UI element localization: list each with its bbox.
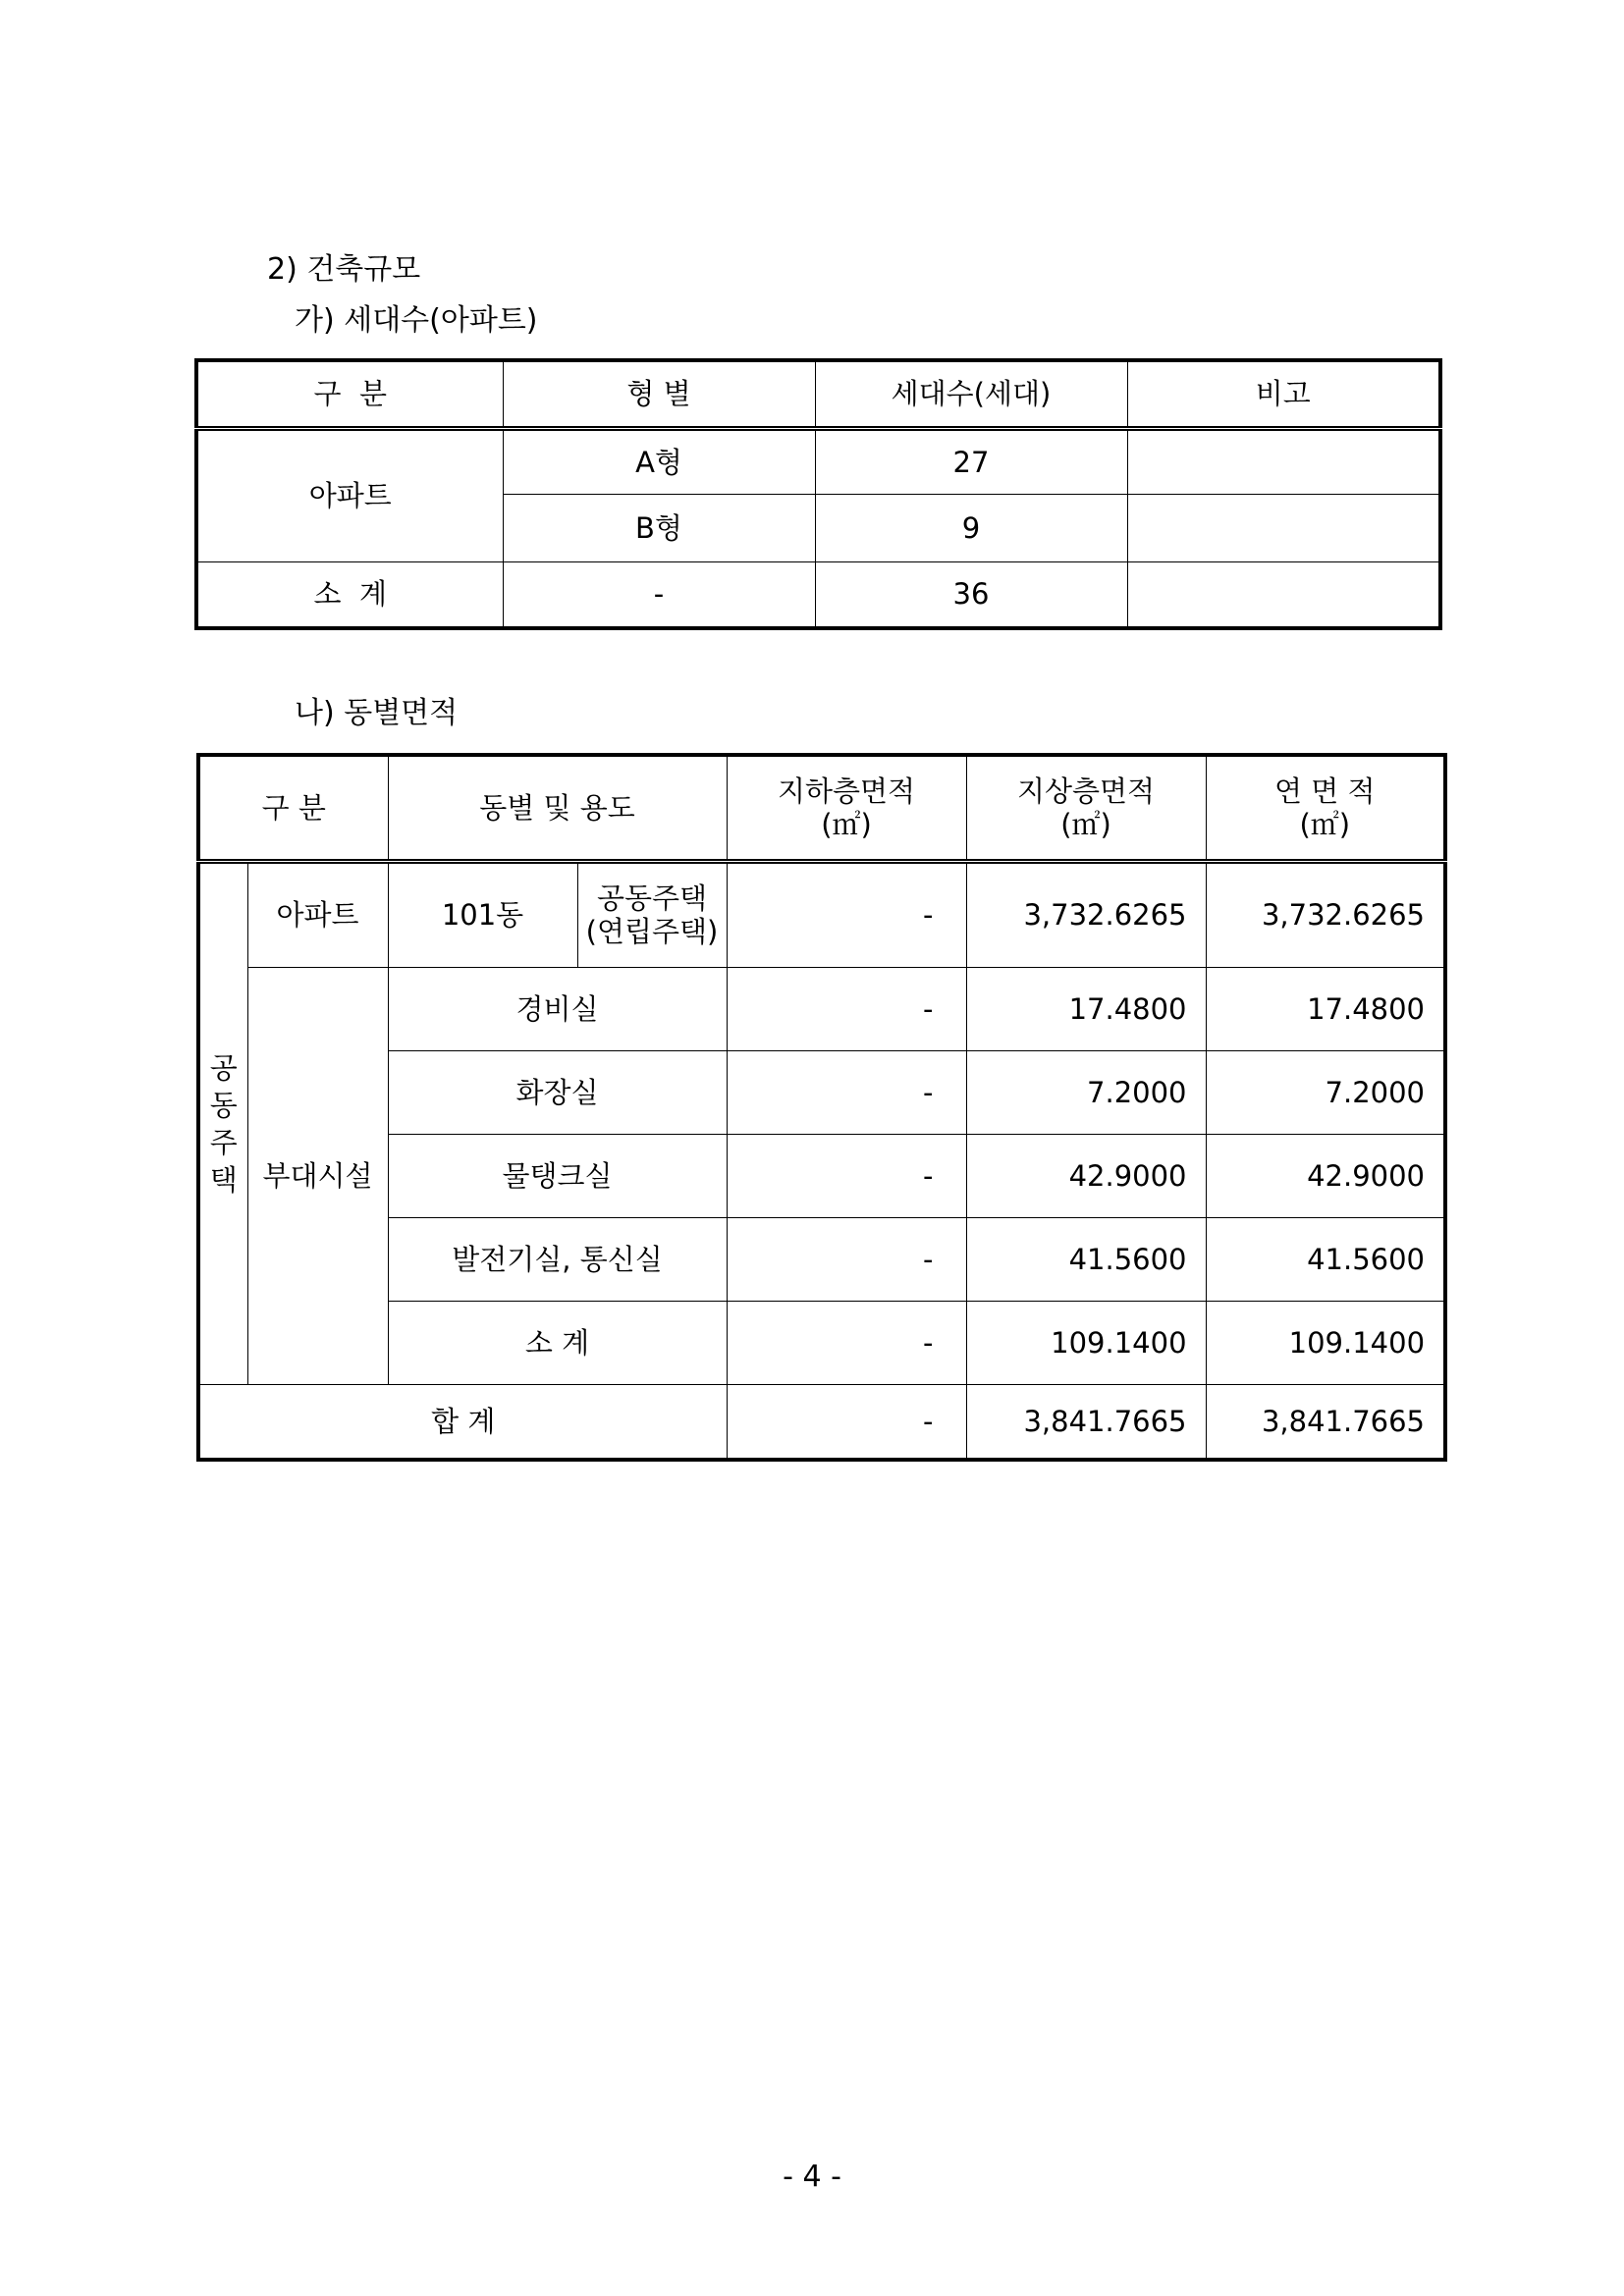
type-cell: A형 [503,428,815,494]
page-number: - 4 - [783,2160,841,2194]
building-area-table [196,753,1447,1462]
total-area-cell: 17.4800 [1206,967,1445,1050]
header-type: 형 별 [503,360,815,428]
header-note: 비고 [1127,360,1440,428]
subsection-b-title: 나) 동별면적 [295,696,459,730]
total-area-cell: 109.1400 [1206,1301,1445,1384]
apartment-use: 공동주택 (연립주택) [577,861,727,967]
facility-row [198,967,1445,1050]
ground-area-cell: 3,841.7665 [966,1384,1206,1460]
header-ground-area-label: 지상층면적 [1016,774,1156,808]
grand-total-label: 합 계 [198,1384,727,1460]
table-header-row [198,755,1445,861]
note-cell [1127,494,1440,561]
group-label-apartment: 아파트 [196,428,503,561]
apartment-building: 101동 [388,861,577,967]
header-basement-area [727,755,966,861]
basement-area-cell: - [727,1050,966,1134]
ground-area-cell: 3,732.6265 [966,861,1206,967]
header-unit: (㎡) [821,807,872,841]
header-total-area-label: 연 면 적 [1274,774,1376,808]
facility-name: 발전기실, 통신실 [388,1217,727,1301]
total-area-cell: 41.5600 [1206,1217,1445,1301]
ground-area-cell: 17.4800 [966,967,1206,1050]
note-cell [1127,428,1440,494]
ground-area-cell: 41.5600 [966,1217,1206,1301]
total-area-cell: 42.9000 [1206,1134,1445,1217]
vertical-group-text: 공동주택 [209,1050,238,1197]
total-area-cell: 3,732.6265 [1206,861,1445,967]
facility-subtotal-label: 소 계 [388,1301,727,1384]
subtotal-label: 소 계 [196,561,503,628]
ground-area-cell: 7.2000 [966,1050,1206,1134]
ground-area-cell: 109.1400 [966,1301,1206,1384]
vertical-group-label [198,861,247,1384]
header-ground-area [966,755,1206,861]
header-building-use: 동별 및 용도 [388,755,727,861]
basement-area-cell: - [727,1134,966,1217]
total-area-cell: 7.2000 [1206,1050,1445,1134]
facility-name: 화장실 [388,1050,727,1134]
header-household-count: 세대수(세대) [815,360,1127,428]
facility-name: 물탱크실 [388,1134,727,1217]
header-unit: (㎡) [1299,807,1351,841]
subsection-a-title: 가) 세대수(아파트) [295,303,538,338]
facility-name: 경비실 [388,967,727,1050]
table-header-row [196,360,1440,428]
basement-area-cell: - [727,1384,966,1460]
basement-area-cell: - [727,861,966,967]
subtotal-row [196,561,1440,628]
header-basement-area-label: 지하층면적 [777,774,916,808]
header-unit: (㎡) [1060,807,1111,841]
type-cell: B형 [503,494,815,561]
count-cell: 9 [815,494,1127,561]
grand-total-row [198,1384,1445,1460]
table-row [196,428,1440,494]
subtotal-note [1127,561,1440,628]
basement-area-cell: - [727,1217,966,1301]
basement-area-cell: - [727,967,966,1050]
count-cell: 27 [815,428,1127,494]
header-category: 구 분 [198,755,388,861]
subtotal-type: - [503,561,815,628]
header-category: 구 분 [196,360,503,428]
household-count-table [194,358,1442,630]
ground-area-cell: 42.9000 [966,1134,1206,1217]
total-area-cell: 3,841.7665 [1206,1384,1445,1460]
apartment-row [198,861,1445,967]
subtotal-count: 36 [815,561,1127,628]
apartment-category: 아파트 [247,861,388,967]
basement-area-cell: - [727,1301,966,1384]
header-total-area [1206,755,1445,861]
facility-group-label: 부대시설 [247,967,388,1384]
section-title: 2) 건축규모 [267,252,421,287]
